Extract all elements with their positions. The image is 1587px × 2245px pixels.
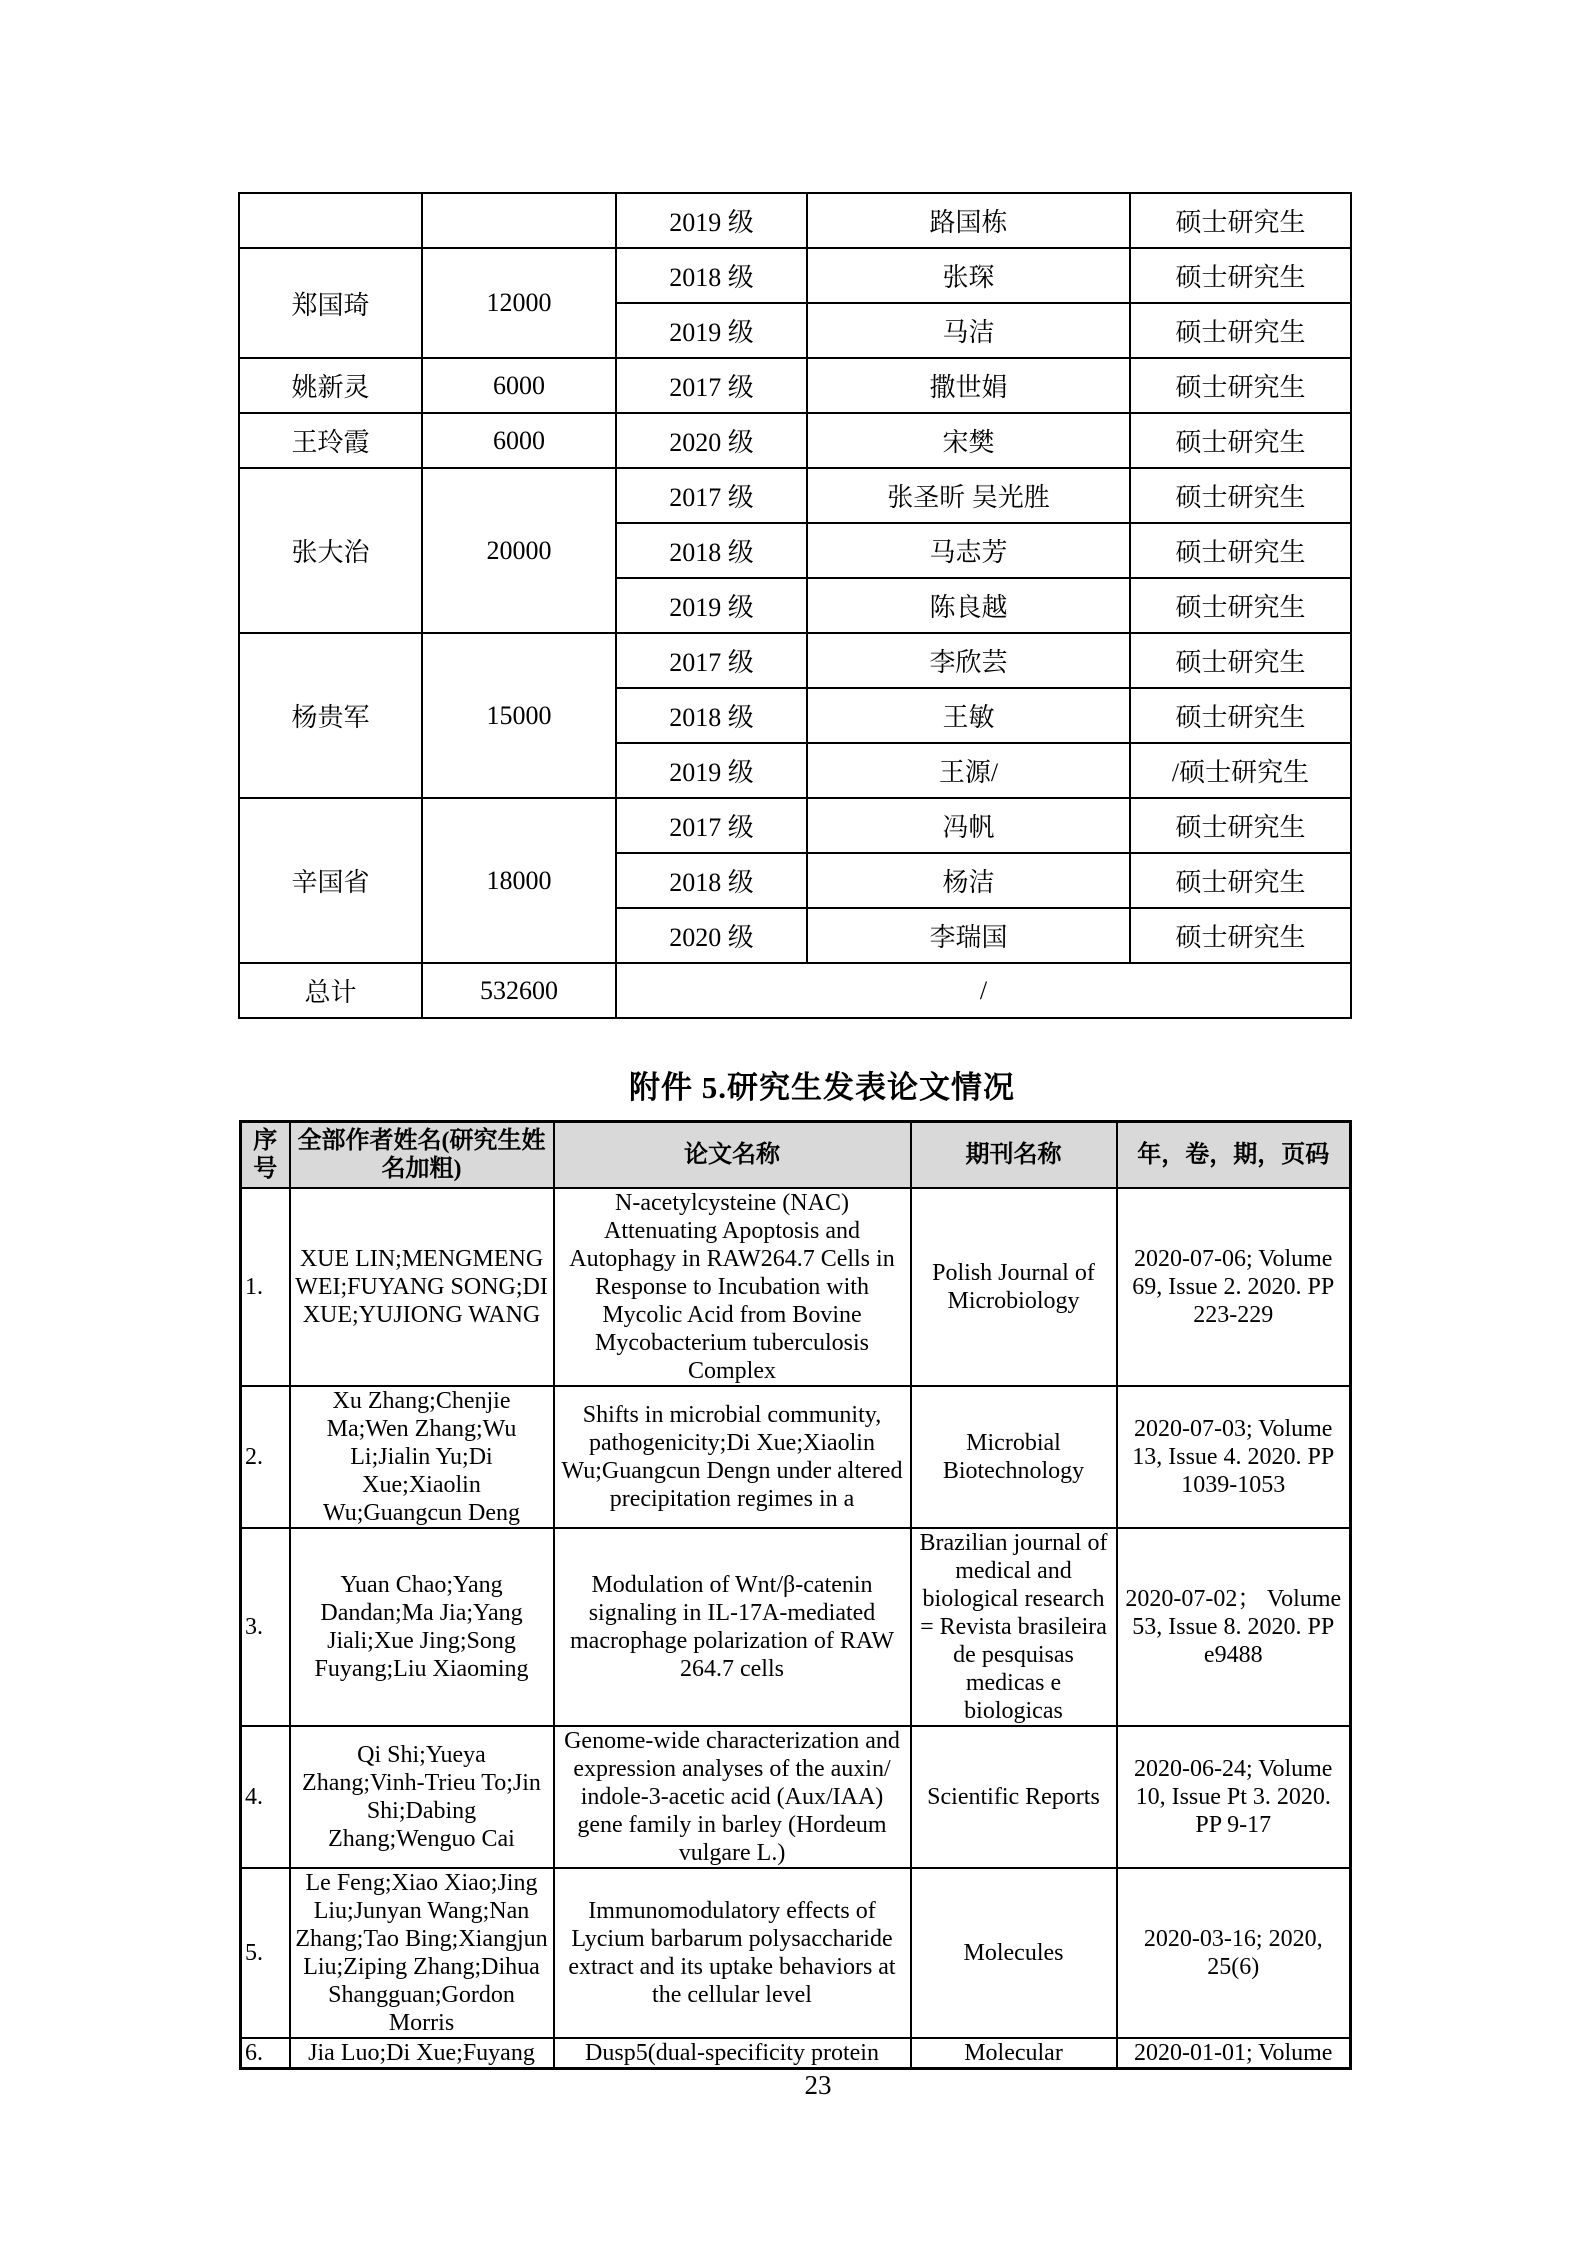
grade-cell: 2018 级 xyxy=(616,248,807,303)
attachment-title: 附件 5.研究生发表论文情况 xyxy=(629,1070,1015,1105)
advisor-name-cell: 王玲霞 xyxy=(239,413,422,468)
degree-cell: 硕士研究生 xyxy=(1130,908,1351,963)
student-name-cell: 杨洁 xyxy=(807,853,1130,908)
student-name-cell: 张圣昕 吴光胜 xyxy=(807,468,1130,523)
amount-cell: 12000 xyxy=(422,248,616,358)
degree-cell: 硕士研究生 xyxy=(1130,193,1351,248)
degree-cell: /硕士研究生 xyxy=(1130,743,1351,798)
paper-journal-cell: Molecular xyxy=(911,2038,1117,2069)
table-row xyxy=(239,248,1351,303)
table-row xyxy=(241,2038,1351,2069)
paper-authors-cell: Xu Zhang;Chenjie Ma;Wen Zhang;Wu Li;Jialin Yu;Di Xue;Xiaolin Wu;Guangcun Deng xyxy=(290,1386,554,1528)
degree-cell: 硕士研究生 xyxy=(1130,688,1351,743)
grade-cell: 2017 级 xyxy=(616,633,807,688)
paper-authors-cell: Qi Shi;Yueya Zhang;Vinh-Trieu To;Jin Shi;Dabing Zhang;Wenguo Cai xyxy=(290,1726,554,1868)
paper-citation-cell: 2020-07-06; Volume 69, Issue 2. 2020. PP 223-229 xyxy=(1117,1188,1351,1386)
table-row xyxy=(239,633,1351,688)
paper-citation-cell: 2020-01-01; Volume xyxy=(1117,2038,1351,2069)
paper-index-cell: 5. xyxy=(241,1868,290,2038)
col-header-citation: 年，卷，期，页码 xyxy=(1117,1122,1351,1188)
advisor-name-cell: 辛国省 xyxy=(239,798,422,963)
col-header-authors: 全部作者姓名(研究生姓名加粗) xyxy=(290,1122,554,1188)
paper-journal-cell: Microbial Biotechnology xyxy=(911,1386,1117,1528)
paper-authors-cell: XUE LIN;MENGMENG WEI;FUYANG SONG;DI XUE;YUJIONG WANG xyxy=(290,1188,554,1386)
student-name-cell: 宋樊 xyxy=(807,413,1130,468)
grade-cell: 2020 级 xyxy=(616,908,807,963)
student-name-cell: 陈良越 xyxy=(807,578,1130,633)
grade-cell: 2017 级 xyxy=(616,798,807,853)
degree-cell: 硕士研究生 xyxy=(1130,413,1351,468)
paper-index-cell: 6. xyxy=(241,2038,290,2069)
paper-index-cell: 4. xyxy=(241,1726,290,1868)
amount-cell: 6000 xyxy=(422,358,616,413)
student-name-cell: 张琛 xyxy=(807,248,1130,303)
table-header-row xyxy=(241,1122,1351,1188)
total-placeholder-cell: / xyxy=(616,963,1351,1018)
table-row xyxy=(239,358,1351,413)
table-row xyxy=(239,468,1351,523)
advisor-name-cell-empty xyxy=(239,193,422,248)
paper-citation-cell: 2020-03-16; 2020, 25(6) xyxy=(1117,1868,1351,2038)
grade-cell: 2019 级 xyxy=(616,193,807,248)
paper-citation-cell: 2020-07-03; Volume 13, Issue 4. 2020. PP 1039-1053 xyxy=(1117,1386,1351,1528)
grade-cell: 2019 级 xyxy=(616,743,807,798)
funding-table xyxy=(238,192,1352,1019)
total-label-cell: 总计 xyxy=(239,963,422,1018)
grade-cell: 2019 级 xyxy=(616,303,807,358)
paper-index-cell: 1. xyxy=(241,1188,290,1386)
table-row xyxy=(239,798,1351,853)
col-header-journal: 期刊名称 xyxy=(911,1122,1117,1188)
student-name-cell: 冯帆 xyxy=(807,798,1130,853)
amount-cell: 20000 xyxy=(422,468,616,633)
student-name-cell: 路国栋 xyxy=(807,193,1130,248)
grade-cell: 2018 级 xyxy=(616,688,807,743)
student-name-cell: 王敏 xyxy=(807,688,1130,743)
degree-cell: 硕士研究生 xyxy=(1130,468,1351,523)
paper-title-cell: Shifts in microbial community, pathogenicity;Di Xue;Xiaolin Wu;Guangcun Dengn under altered precipitation regimes in a xyxy=(554,1386,911,1528)
degree-cell: 硕士研究生 xyxy=(1130,358,1351,413)
paper-journal-cell: Molecules xyxy=(911,1868,1117,2038)
advisor-name-cell: 杨贵军 xyxy=(239,633,422,798)
amount-cell: 15000 xyxy=(422,633,616,798)
col-header-paper-title: 论文名称 xyxy=(554,1122,911,1188)
paper-index-cell: 2. xyxy=(241,1386,290,1528)
table-row xyxy=(239,413,1351,468)
grade-cell: 2018 级 xyxy=(616,523,807,578)
paper-journal-cell: Scientific Reports xyxy=(911,1726,1117,1868)
degree-cell: 硕士研究生 xyxy=(1130,633,1351,688)
page-number: 23 xyxy=(804,2070,832,2100)
table-row xyxy=(241,1386,1351,1528)
table-row xyxy=(241,1726,1351,1868)
amount-cell: 6000 xyxy=(422,413,616,468)
degree-cell: 硕士研究生 xyxy=(1130,303,1351,358)
paper-journal-cell: Polish Journal of Microbiology xyxy=(911,1188,1117,1386)
paper-citation-cell: 2020-06-24; Volume 10, Issue Pt 3. 2020. PP 9-17 xyxy=(1117,1726,1351,1868)
advisor-name-cell: 郑国琦 xyxy=(239,248,422,358)
paper-title-cell: Genome-wide characterization and expression analyses of the auxin/ indole-3-acetic acid (Aux/IAA) gene family in barley (Hordeum vulgare L.) xyxy=(554,1726,911,1868)
grade-cell: 2019 级 xyxy=(616,578,807,633)
paper-title-cell: N-acetylcysteine (NAC) Attenuating Apoptosis and Autophagy in RAW264.7 Cells in Response to Incubation with Mycolic Acid from Bovine Mycobacterium tuberculosis Complex xyxy=(554,1188,911,1386)
amount-cell-empty xyxy=(422,193,616,248)
table-row xyxy=(241,1188,1351,1386)
amount-cell: 18000 xyxy=(422,798,616,963)
paper-journal-cell: Brazilian journal of medical and biological research = Revista brasileira de pesquisas medicas e biologicas xyxy=(911,1528,1117,1726)
total-amount-cell: 532600 xyxy=(422,963,616,1018)
advisor-name-cell: 张大治 xyxy=(239,468,422,633)
advisor-name-cell: 姚新灵 xyxy=(239,358,422,413)
student-name-cell: 马志芳 xyxy=(807,523,1130,578)
grade-cell: 2017 级 xyxy=(616,468,807,523)
grade-cell: 2020 级 xyxy=(616,413,807,468)
paper-title-cell: Immunomodulatory effects of Lycium barbarum polysaccharide extract and its uptake behaviors at the cellular level xyxy=(554,1868,911,2038)
degree-cell: 硕士研究生 xyxy=(1130,853,1351,908)
paper-title-cell: Dusp5(dual-specificity protein xyxy=(554,2038,911,2069)
paper-authors-cell: Yuan Chao;Yang Dandan;Ma Jia;Yang Jiali;Xue Jing;Song Fuyang;Liu Xiaoming xyxy=(290,1528,554,1726)
paper-authors-cell: Jia Luo;Di Xue;Fuyang xyxy=(290,2038,554,2069)
grade-cell: 2017 级 xyxy=(616,358,807,413)
paper-title-cell: Modulation of Wnt/β-catenin signaling in IL-17A-mediated macrophage polarization of RAW 264.7 cells xyxy=(554,1528,911,1726)
student-name-cell: 李瑞国 xyxy=(807,908,1130,963)
table-row xyxy=(239,193,1351,248)
paper-authors-cell: Le Feng;Xiao Xiao;Jing Liu;Junyan Wang;Nan Zhang;Tao Bing;Xiangjun Liu;Ziping Zhang;Dihua Shangguan;Gordon Morris xyxy=(290,1868,554,2038)
col-header-index: 序号 xyxy=(241,1122,290,1188)
papers-table xyxy=(239,1120,1352,2070)
student-name-cell: 王源/ xyxy=(807,743,1130,798)
degree-cell: 硕士研究生 xyxy=(1130,523,1351,578)
student-name-cell: 李欣芸 xyxy=(807,633,1130,688)
table-row xyxy=(239,963,1351,1018)
degree-cell: 硕士研究生 xyxy=(1130,578,1351,633)
student-name-cell: 撒世娟 xyxy=(807,358,1130,413)
table-row xyxy=(241,1528,1351,1726)
degree-cell: 硕士研究生 xyxy=(1130,798,1351,853)
student-name-cell: 马洁 xyxy=(807,303,1130,358)
table-row xyxy=(241,1868,1351,2038)
degree-cell: 硕士研究生 xyxy=(1130,248,1351,303)
paper-citation-cell: 2020-07-02； Volume 53, Issue 8. 2020. PP e9488 xyxy=(1117,1528,1351,1726)
grade-cell: 2018 级 xyxy=(616,853,807,908)
paper-index-cell: 3. xyxy=(241,1528,290,1726)
